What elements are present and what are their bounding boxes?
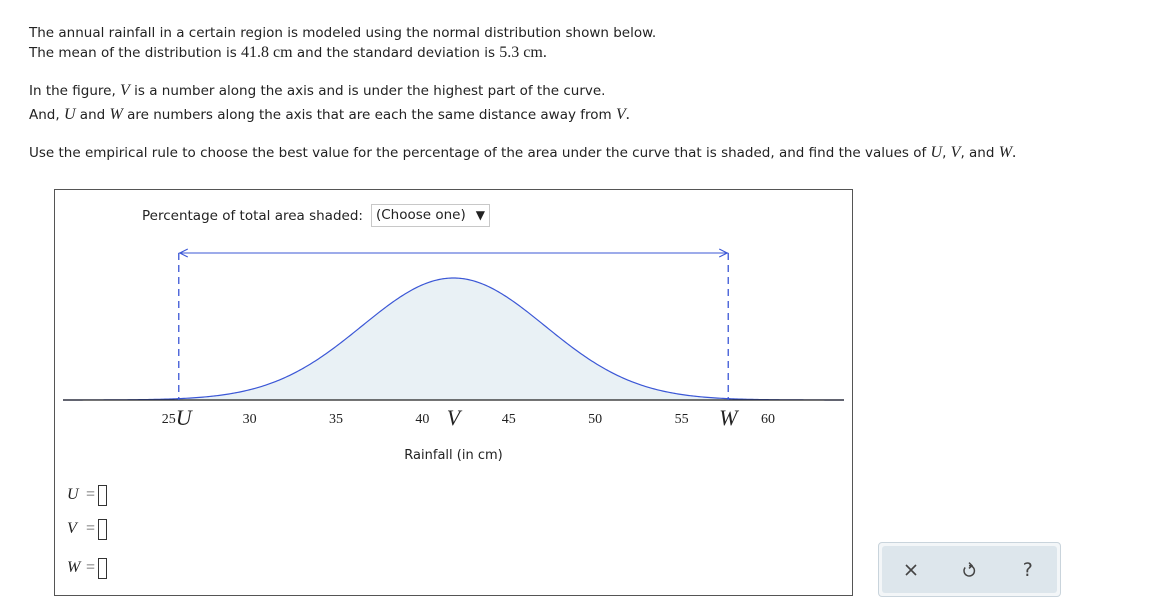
var-w: W [998, 144, 1013, 161]
answer-panel [54, 189, 853, 596]
equals-sign: = [86, 486, 96, 503]
mean-value: 41.8 [241, 44, 270, 61]
marker-w: W [719, 405, 738, 430]
x-tick-label: 25 [161, 412, 176, 427]
help-icon: ? [1022, 558, 1033, 581]
x-tick-label: 40 [415, 412, 430, 427]
question-line-3 [29, 82, 605, 100]
x-tick-label: 50 [588, 412, 603, 427]
close-icon [904, 563, 918, 577]
sd-intro: and the standard deviation is [292, 45, 500, 61]
x-tick-label: 60 [760, 412, 775, 427]
x-tick-label: 45 [501, 412, 516, 427]
question-line-2 [29, 44, 547, 62]
line3-rest: is a number along the axis and is under the highest part of the curve. [129, 83, 606, 99]
help-button[interactable] [1008, 554, 1048, 586]
percentage-label: Percentage of total area shaded: [142, 207, 363, 224]
sd-value: 5.3 [499, 44, 520, 61]
question-line-4 [29, 106, 630, 124]
var-u: U [930, 144, 943, 161]
var-v: V [950, 144, 961, 161]
var-v: V [616, 106, 626, 123]
line5-and: , and [960, 145, 999, 161]
answer-row-v [67, 517, 107, 541]
line4-and: and [75, 107, 110, 123]
normal-curve-chart [55, 190, 852, 595]
equals-sign: = [86, 520, 96, 537]
x-tick-label: 35 [329, 412, 344, 427]
line5-sep: , [942, 145, 951, 161]
question-line-1 [29, 25, 656, 41]
x-tick-label: 55 [674, 412, 689, 427]
line4-intro: And, [29, 107, 64, 123]
question-line-5 [29, 144, 1016, 162]
var-v: V [120, 82, 130, 99]
question-line-1-text: The annual rainfall in a certain region is modeled using the normal distribution shown below. [29, 25, 657, 41]
mean-intro: The mean of the distribution is [29, 45, 242, 61]
line3-intro: In the figure, [29, 83, 121, 99]
x-axis-title: Rainfall (in cm) [404, 448, 503, 463]
answer-var-w: W [67, 559, 81, 576]
undo-icon [961, 561, 977, 579]
v-input[interactable] [98, 519, 107, 540]
action-toolbar [878, 542, 1061, 597]
percentage-dropdown[interactable] [371, 204, 490, 227]
line5-intro: Use the empirical rule to choose the best value for the percentage of the area under the curve that is shaded, and find the values of [29, 145, 931, 161]
answer-var-v: V [67, 520, 77, 537]
var-u: U [63, 106, 76, 123]
percentage-row [142, 204, 490, 227]
u-input[interactable] [98, 485, 107, 506]
line5-period: . [1012, 144, 1017, 161]
chevron-down-icon: ▼ [475, 208, 485, 222]
sd-unit: cm [519, 44, 543, 61]
shaded-area [179, 278, 728, 400]
line4-rest: are numbers along the axis that are each the same distance away from [122, 107, 616, 123]
line4-period: . [625, 106, 630, 123]
line2-period: . [542, 44, 547, 61]
undo-button[interactable] [949, 554, 989, 586]
var-w: W [109, 106, 123, 123]
marker-v: V [446, 405, 461, 430]
answer-row-u [67, 483, 107, 507]
answer-row-w [67, 556, 107, 580]
answer-var-u: U [67, 486, 79, 503]
toolbar-inner [882, 546, 1057, 593]
equals-sign: = [86, 559, 96, 576]
marker-u: U [175, 405, 192, 430]
mean-unit: cm [269, 44, 293, 61]
clear-button[interactable] [891, 554, 931, 586]
x-tick-label: 30 [242, 412, 257, 427]
w-input[interactable] [98, 558, 107, 579]
percentage-selected: (Choose one) [375, 207, 466, 223]
